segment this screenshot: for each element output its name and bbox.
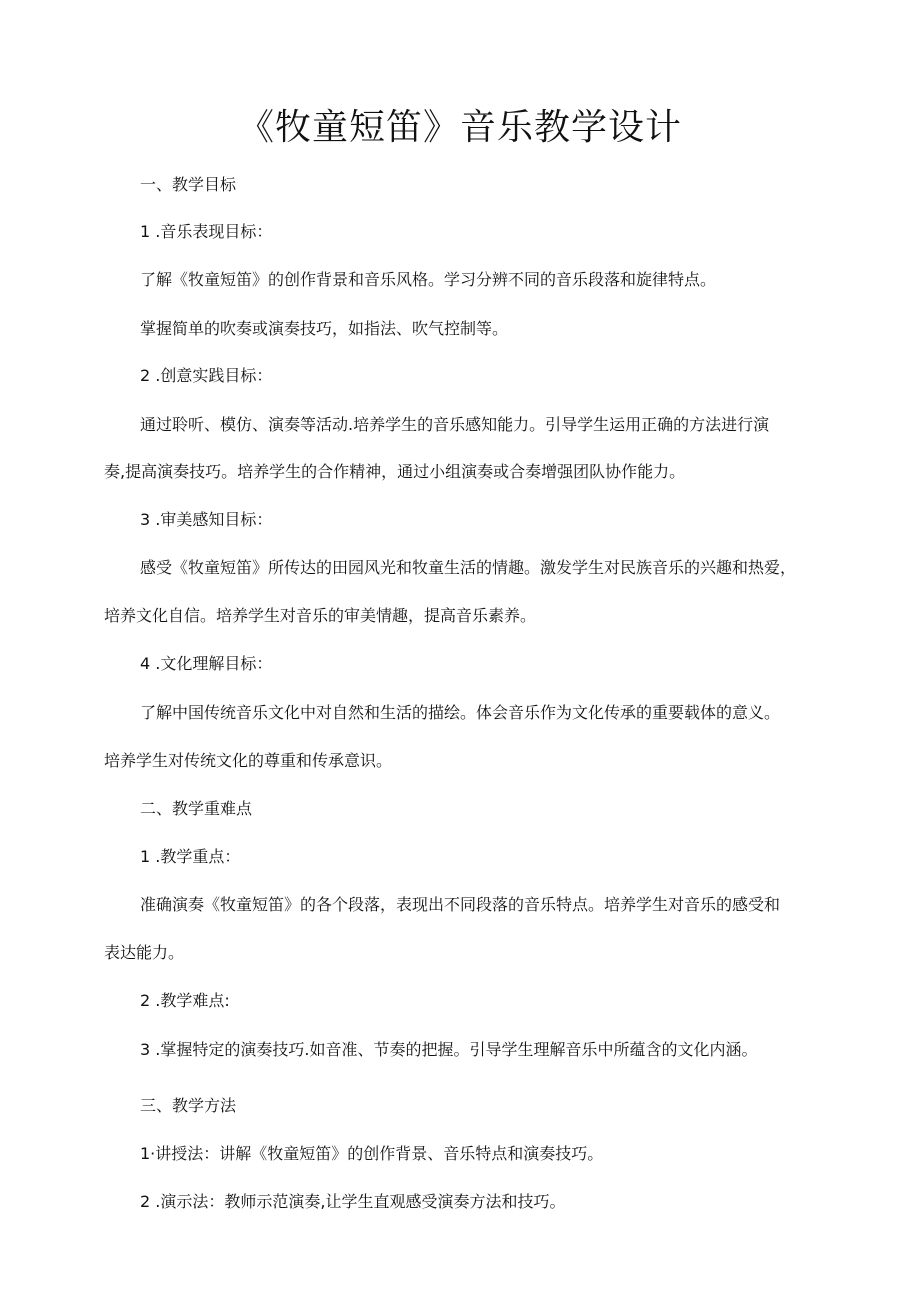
subheading-key-points: 1 .教学重点： (140, 847, 241, 866)
document-title: 《牧童短笛》音乐教学设计 (237, 107, 682, 148)
subheading-aesthetic-perception: 3 .审美感知目标： (140, 510, 273, 529)
paragraph-line: 准确演奏《牧童短笛》的各个段落，表现出不同段落的音乐特点。培养学生对音乐的感受和 (140, 895, 781, 914)
section-heading-goals: 一、教学目标 (140, 175, 237, 194)
section-heading-teaching-methods: 三、教学方法 (140, 1096, 237, 1115)
subheading-cultural-understanding: 4 .文化理解目标： (140, 654, 273, 673)
paragraph-line: 3 .掌握特定的演奏技巧.如音准、节奏的把握。引导学生理解音乐中所蕴含的文化内涵。 (140, 1040, 758, 1059)
paragraph-line: 了解中国传统音乐文化中对自然和生活的描绘。体会音乐作为文化传承的重要载体的意义。 (140, 703, 781, 722)
section-heading-key-difficult-points: 二、教学重难点 (140, 799, 253, 818)
subheading-creative-practice: 2 .创意实践目标： (140, 366, 273, 385)
list-item-demonstration-method: 2 .演示法：教师示范演奏,让学生直观感受演奏方法和技巧。 (140, 1192, 566, 1211)
paragraph-line: 了解《牧童短笛》的创作背景和音乐风格。学习分辨不同的音乐段落和旋律特点。 (140, 270, 717, 289)
list-item-lecture-method: 1·讲授法：讲解《牧童短笛》的创作背景、音乐特点和演奏技巧。 (140, 1144, 604, 1163)
paragraph-line: 感受《牧童短笛》所传达的田园风光和牧童生活的情趣。激发学生对民族音乐的兴趣和热爱， (140, 558, 797, 577)
paragraph-line: 培养文化自信。培养学生对音乐的审美情趣，提高音乐素养。 (104, 606, 537, 625)
paragraph-line: 培养学生对传统文化的尊重和传承意识。 (104, 751, 393, 770)
paragraph-line: 表达能力。 (104, 943, 185, 962)
paragraph-line: 奏,提高演奏技巧。培养学生的合作精神，通过小组演奏或合奏增强团队协作能力。 (104, 462, 686, 481)
subheading-difficult-points: 2 .教学难点: (140, 991, 230, 1010)
paragraph-line: 掌握简单的吹奏或演奏技巧，如指法、吹气控制等。 (140, 319, 509, 338)
subheading-music-performance: 1 .音乐表现目标： (140, 222, 273, 241)
paragraph-line: 通过聆听、模仿、演奏等活动.培养学生的音乐感知能力。引导学生运用正确的方法进行演 (140, 415, 770, 434)
